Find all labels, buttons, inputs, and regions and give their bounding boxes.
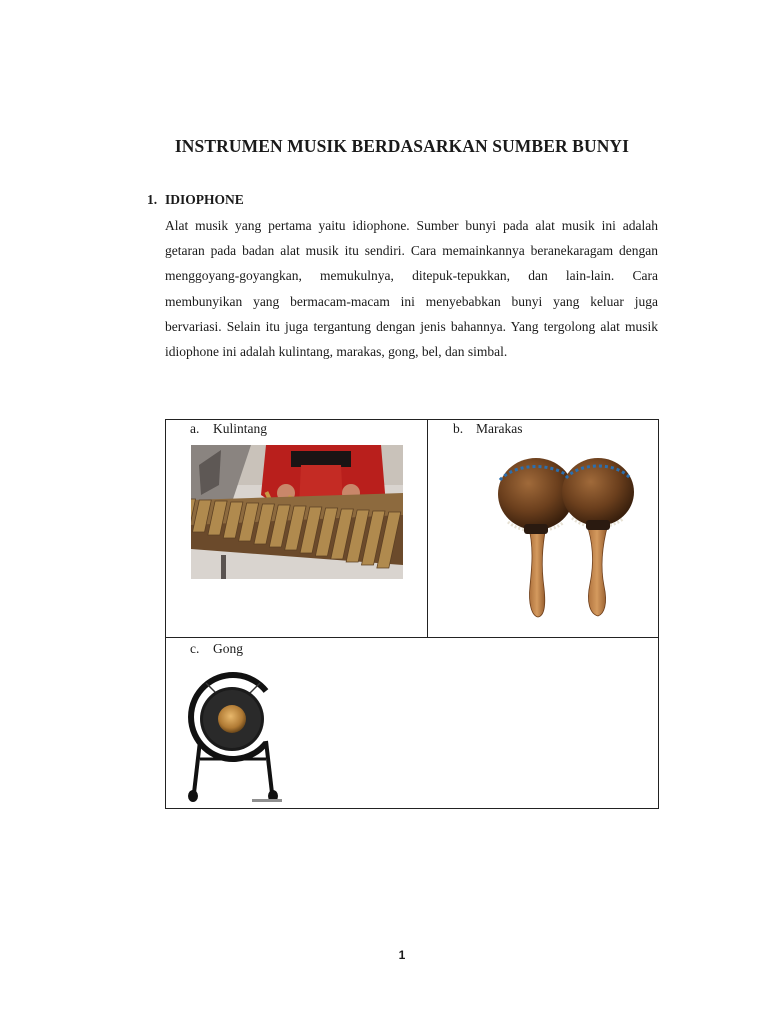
maracas-image [486,456,646,620]
instrument-letter: c. [190,641,200,656]
instrument-cell-marakas [428,420,658,637]
instrument-cell-gong [166,637,658,808]
section-number: 1. [147,192,158,207]
instrument-letter: a. [190,421,200,436]
kulintang-image [191,445,403,579]
instrument-name: Marakas [476,421,523,436]
gong-image [180,665,286,806]
section-title: IDIOPHONE [165,192,244,207]
instrument-name: Gong [213,641,243,656]
instrument-label [190,641,243,657]
page-number: 1 [398,948,406,962]
instrument-cell-kulintang [166,420,428,637]
instrument-label [190,421,267,437]
instrument-name: Kulintang [213,421,267,436]
section-paragraph: Alat musik yang pertama yaitu idiophone. Sumber bunyi pada alat musik ini adalah getaran pada badan alat musik itu sendiri. Cara memainkannya beranekaragam dengan menggoyang-goyangkan, memukulnya, ditepuk-tepukkan, dan lain-lain. Cara membunyikan yang bermacam-macam ini menyebabkan bunyi yang keluar juga bervariasi. Selain itu juga tergantung dengan jenis bahannya. Yang tergolong alat musik idiophone ini adalah kulintang, marakas, gong, bel, dan simbal. [165,218,658,360]
instrument-label [453,421,522,437]
page-title: INSTRUMEN MUSIK BERDASARKAN SUMBER BUNYI [174,136,630,156]
section-heading [147,192,244,208]
instrument-letter: b. [453,421,464,436]
instrument-table [165,419,659,809]
